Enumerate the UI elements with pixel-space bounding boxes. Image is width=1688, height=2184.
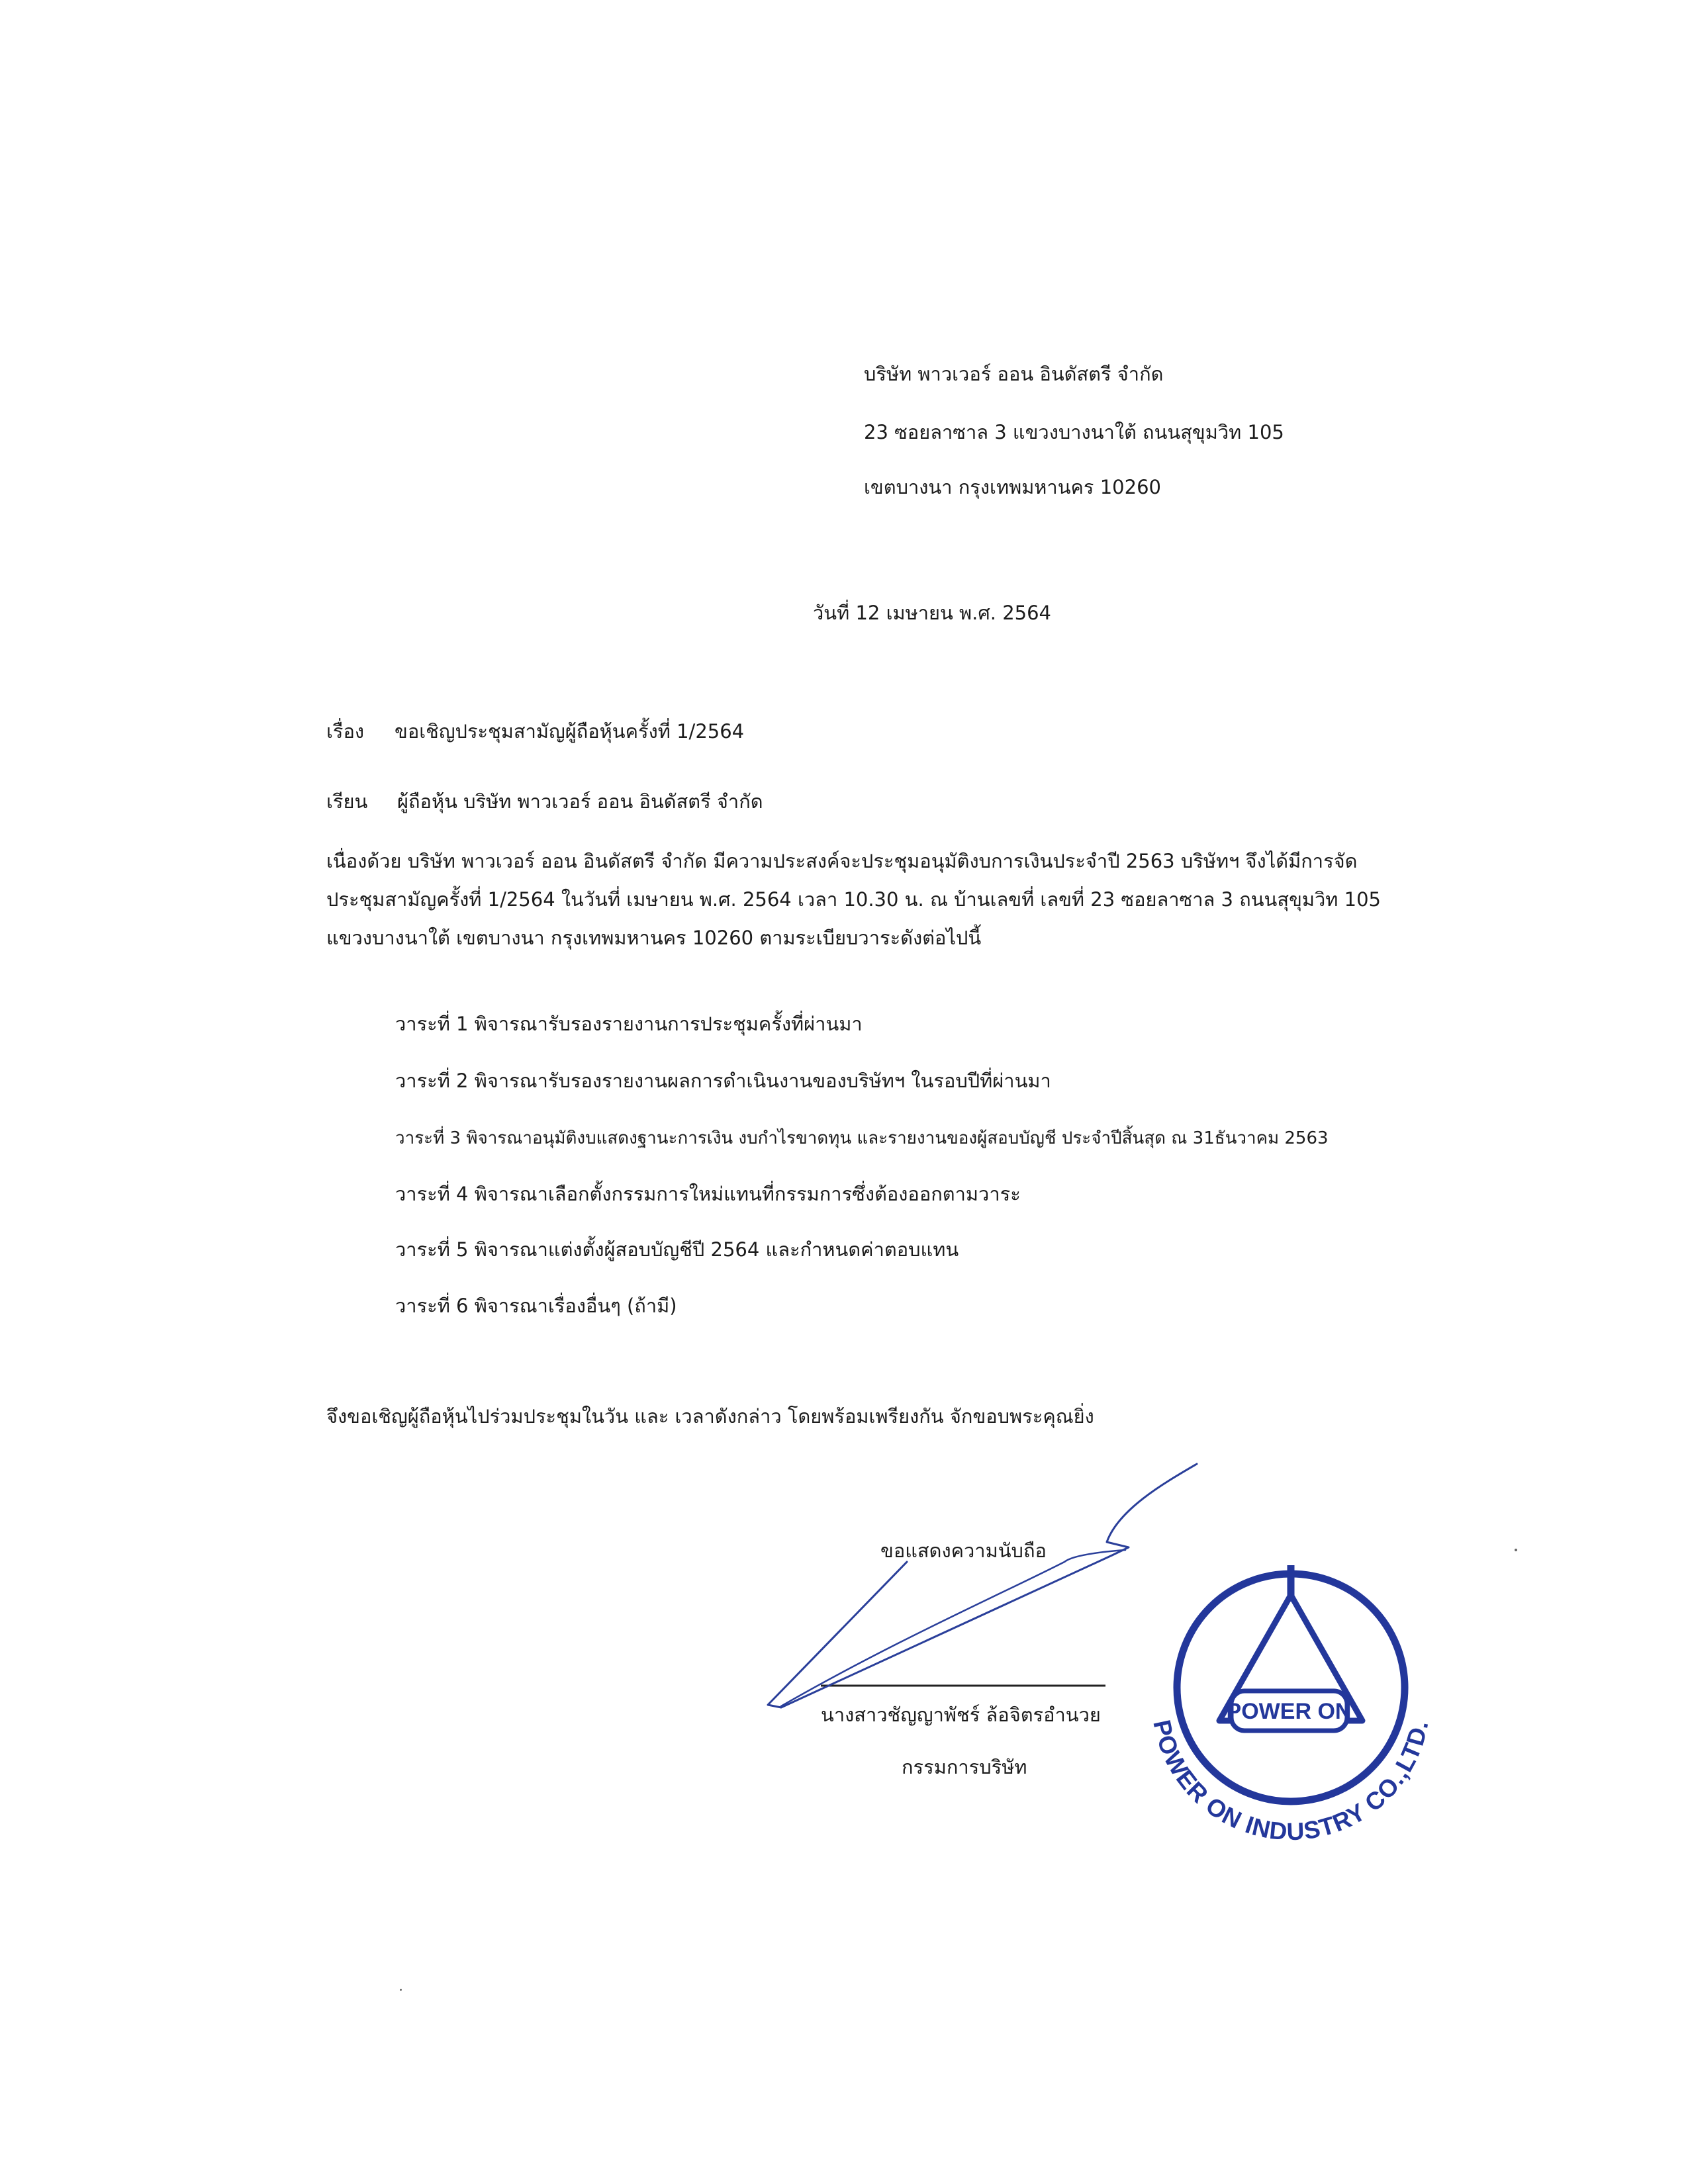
closing-sentence: จึงขอเชิญผู้ถือหุ้นไปร่วมประชุมในวัน และ เวลาดังกล่าว โดยพร้อมเพรียงกัน จักขอบพระคุณยิ่ง — [326, 1405, 1094, 1428]
agenda-item-1: วาระที่ 1 พิจารณารับรองรายงานการประชุมครั้งที่ผ่านมา — [395, 1013, 863, 1035]
company-stamp — [1105, 1502, 1476, 1873]
agenda-item-3: วาระที่ 3 พิจารณาอนุมัติงบแสดงฐานะการเงิน งบกำไรขาดทุน และรายงานของผู้สอบบัญชี ประจำปีสิ้นสุด ณ 31ธันวาคม 2563 — [395, 1128, 1329, 1148]
scan-speck — [400, 1989, 402, 1991]
sender-address-line2: เขตบางนา กรุงเทพมหานคร 10260 — [864, 476, 1161, 498]
body-line: ประชุมสามัญครั้งที่ 1/2564 ในวันที่ เมษายน พ.ศ. 2564 เวลา 10.30 น. ณ บ้านเลขที่ เลขที่ 23 ซอยลาซาล 3 ถนนสุขุมวิท 105 — [326, 888, 1381, 911]
subject-text: ขอเชิญประชุมสามัญผู้ถือหุ้นครั้งที่ 1/2564 — [395, 720, 745, 743]
recipient-label: เรียน — [326, 790, 368, 813]
signer-name: นางสาวชัญญาพัชร์ ล้อจิตรอำนวย — [821, 1704, 1101, 1726]
scan-speck — [1515, 1549, 1517, 1551]
regards-text: ขอแสดงความนับถือ — [880, 1539, 1047, 1562]
sender-address-line1: 23 ซอยลาซาล 3 แขวงบางนาใต้ ถนนสุขุมวิท 105 — [864, 421, 1284, 443]
sender-company: บริษัท พาวเวอร์ ออน อินดัสตรี จำกัด — [864, 363, 1164, 385]
agenda-item-2: วาระที่ 2 พิจารณารับรองรายงานผลการดำเนินงานของบริษัทฯ ในรอบปีที่ผ่านมา — [395, 1069, 1051, 1092]
agenda-item-5: วาระที่ 5 พิจารณาแต่งตั้งผู้สอบบัญชีปี 2564 และกำหนดค่าตอบแทน — [395, 1238, 959, 1261]
stamp-ring-text: POWER ON INDUSTRY CO.,LTD. — [1148, 1717, 1434, 1846]
body-line: เนื่องด้วย บริษัท พาวเวอร์ ออน อินดัสตรี จำกัด มีความประสงค์จะประชุมอนุมัติงบการเงินประจำปี 2563 บริษัทฯ จึงได้มีการจัด — [326, 850, 1358, 872]
stamp-center-text: POWER ON — [1226, 1699, 1352, 1724]
body-line: แขวงบางนาใต้ เขตบางนา กรุงเทพมหานคร 10260 ตามระเบียบวาระดังต่อไปนี้ — [326, 927, 982, 949]
agenda-item-6: วาระที่ 6 พิจารณาเรื่องอื่นๆ (ถ้ามี) — [395, 1295, 677, 1317]
signer-position: กรรมการบริษัท — [902, 1756, 1027, 1778]
recipient-text: ผู้ถือหุ้น บริษัท พาวเวอร์ ออน อินดัสตรี จำกัด — [397, 790, 763, 813]
agenda-item-4: วาระที่ 4 พิจารณาเลือกตั้งกรรมการใหม่แทนที่กรรมการซึ่งต้องออกตามวาระ — [395, 1183, 1021, 1205]
subject-label: เรื่อง — [326, 720, 365, 743]
letter-date: วันที่ 12 เมษายน พ.ศ. 2564 — [813, 602, 1052, 624]
